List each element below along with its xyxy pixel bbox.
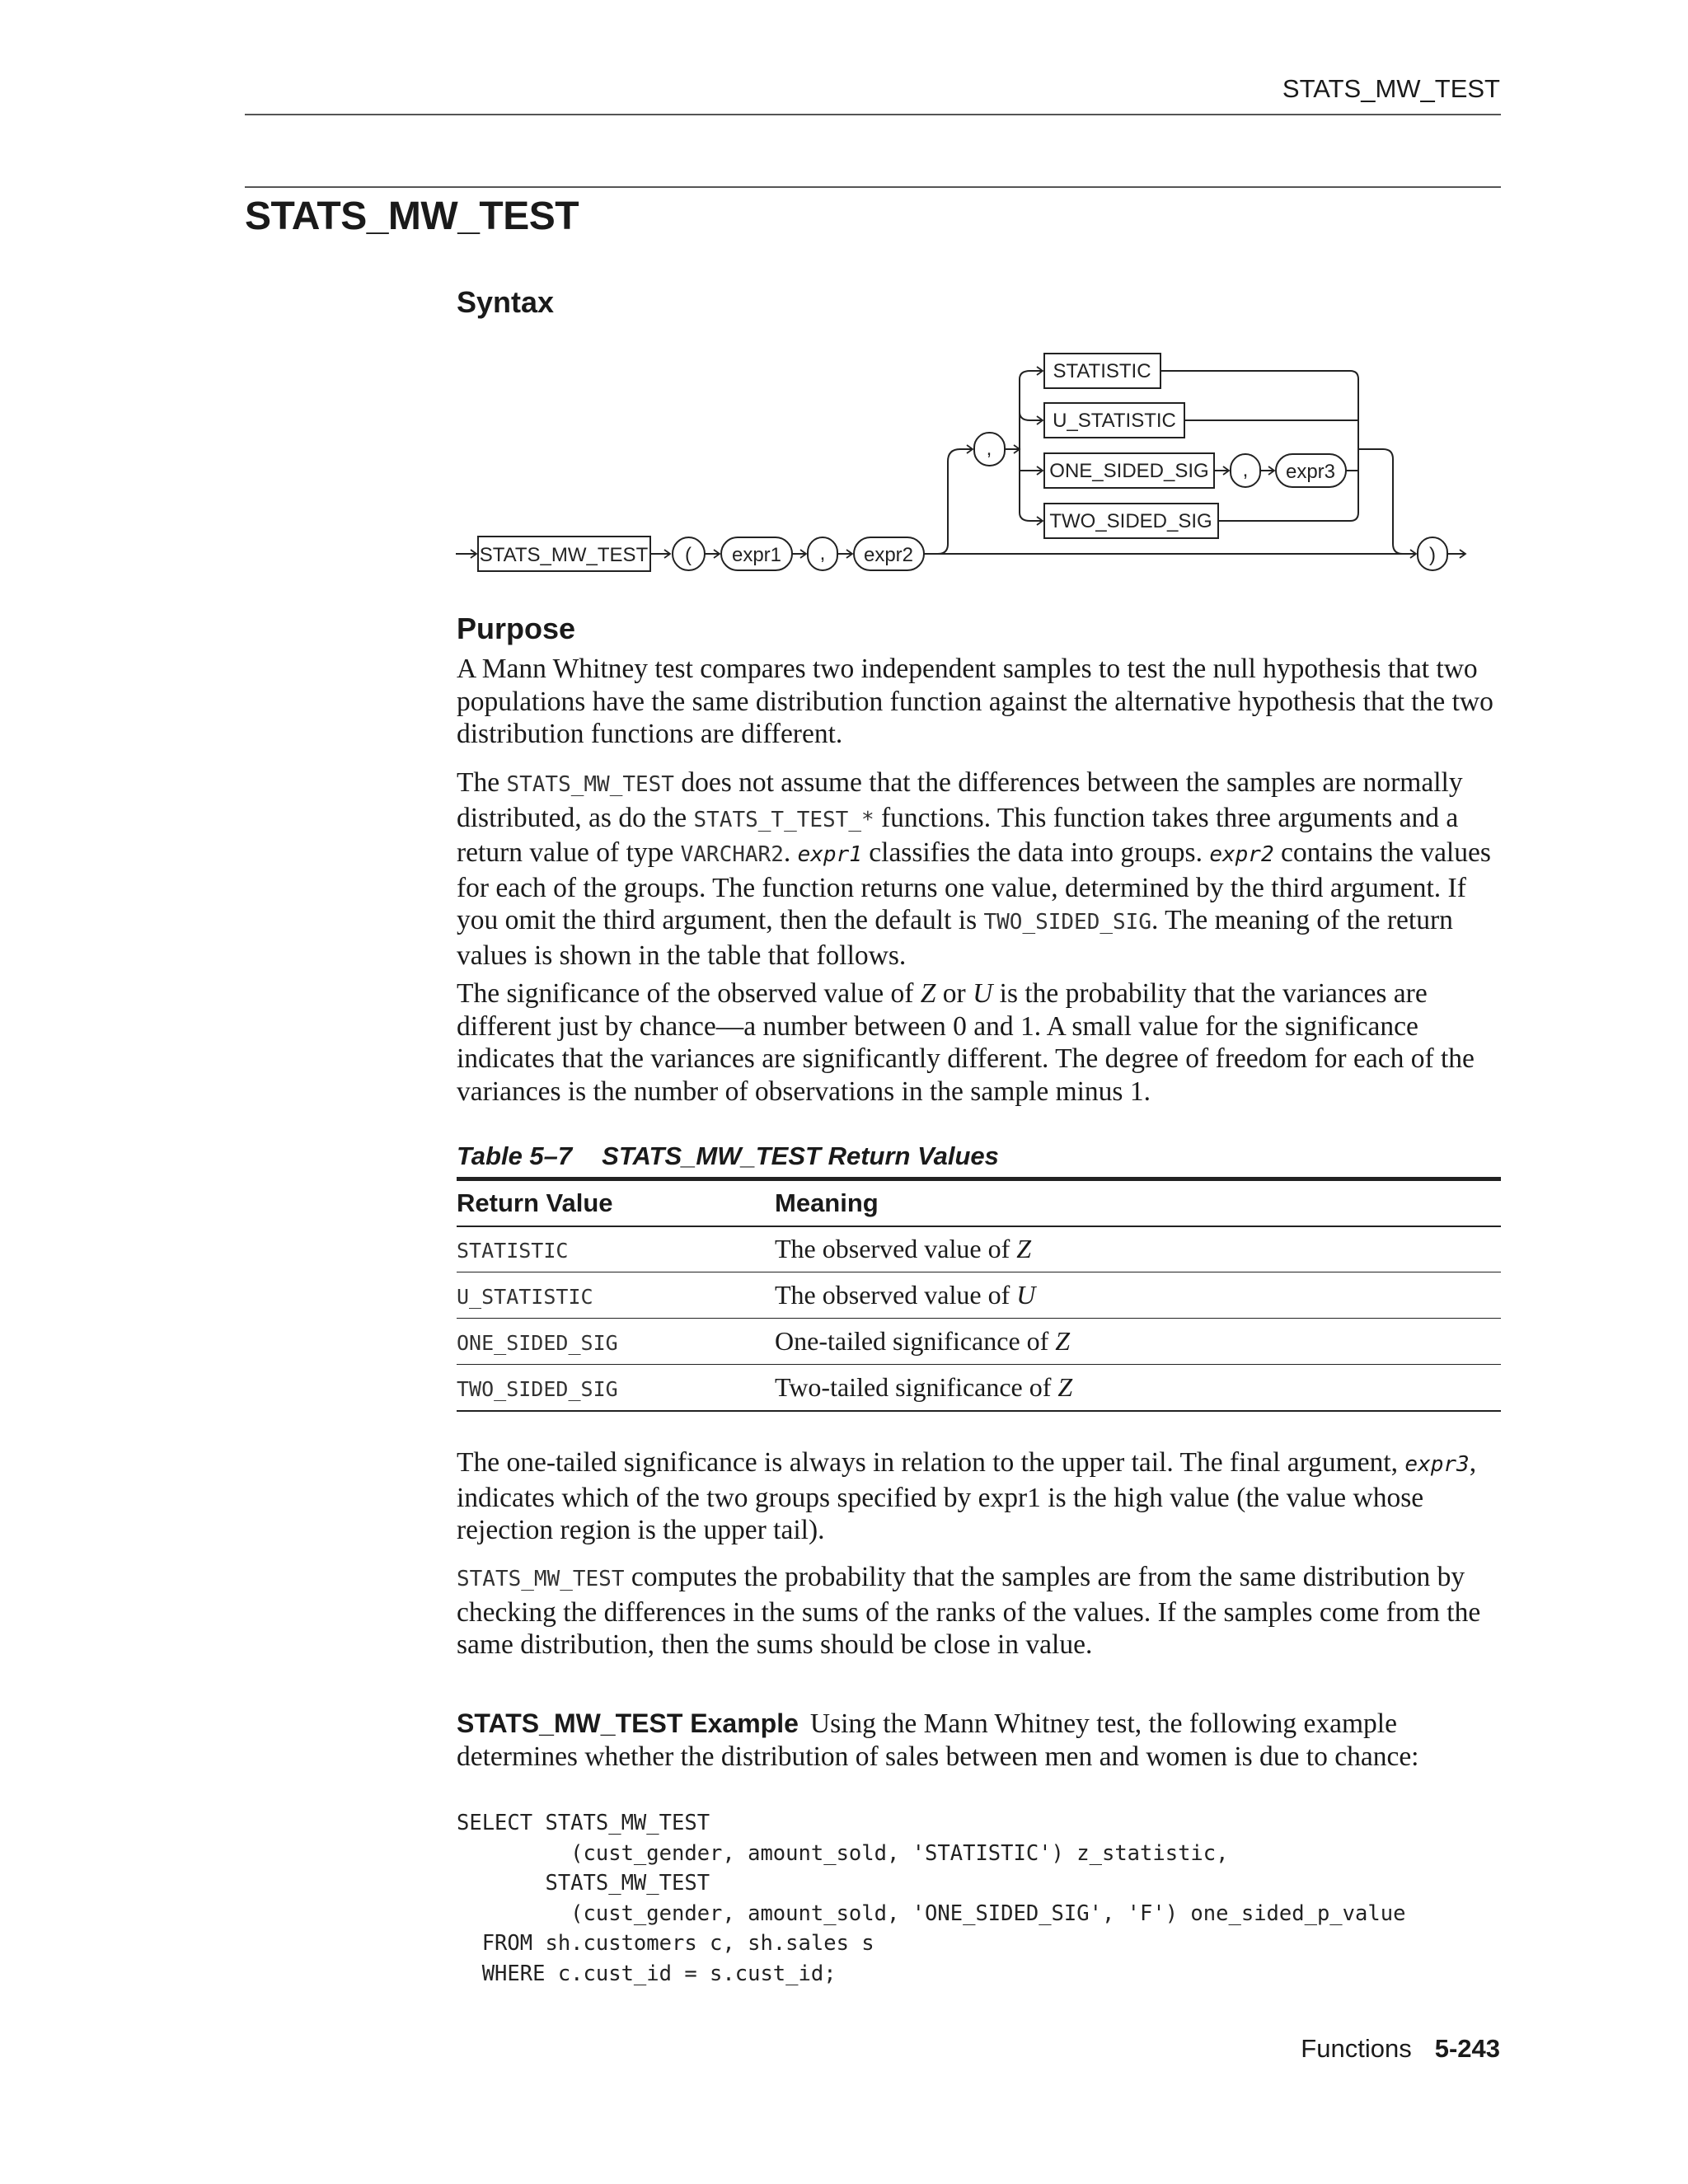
expr2-text: expr2 [863, 544, 914, 566]
page-number: 5-243 [1434, 2034, 1500, 2063]
table-row-meaning: Two-tailed significance of Z [775, 1372, 1073, 1402]
example-paragraph: STATS_MW_TEST Example Using the Mann Whitney test, the following example determines whether the distribution of sales between men and women is due to chance: [457, 1708, 1419, 1772]
table-row-value: STATISTIC [457, 1239, 569, 1263]
table-top-rule [457, 1177, 1501, 1181]
table-row-meaning: The observed value of U [775, 1280, 1036, 1310]
close-paren-text: ) [1429, 544, 1436, 566]
open-paren-text: ( [685, 544, 692, 566]
table-row-value: U_STATISTIC [457, 1285, 593, 1309]
comma3-text: , [1242, 459, 1249, 481]
keyword-text: STATS_MW_TEST [479, 544, 649, 566]
option-two-sided-sig-text: TWO_SIDED_SIG [1049, 510, 1212, 532]
table-row-divider [457, 1318, 1501, 1319]
table-bottom-rule [457, 1410, 1501, 1412]
syntax-heading: Syntax [457, 285, 555, 319]
paragraph-computes: STATS_MW_TEST computes the probability that the samples are from the same distribution by checking the differences in the sums of the ranks of the values. If the samples come from the same distribution, then the sums should be close in value. [457, 1562, 1481, 1660]
code-example: SELECT STATS_MW_TEST (cust_gender, amount_sold, 'STATISTIC') z_statistic, STATS_MW_TEST (cust_gender, amount_sold, 'ONE_SIDED_SIG', 'F') one_sided_p_value FROM sh.customers c, sh.sales s WHERE c.cust_id = s.cust_id; [457, 1811, 1406, 1986]
table-row-divider [457, 1364, 1501, 1365]
table-header-meaning: Meaning [775, 1188, 879, 1217]
option-u-statistic-text: U_STATISTIC [1053, 410, 1176, 432]
comma2-text: , [986, 438, 992, 460]
footer-section: Functions [1301, 2034, 1412, 2063]
table-caption: Table 5–7 STATS_MW_TEST Return Values [457, 1141, 999, 1170]
table-row-meaning: One-tailed significance of Z [775, 1326, 1071, 1356]
purpose-paragraph-1: A Mann Whitney test compares two independent samples to test the null hypothesis that two populations have the same distribution function against the alternative hypothesis that the two distribution functions are different. [457, 654, 1493, 749]
option-statistic-text: STATISTIC [1053, 360, 1151, 382]
purpose-paragraph-3: The significance of the observed value of Z or U is the probability that the variances are different just by chance—a number between 0 and 1. A small value for the significance indicates that the variances are significantly different. The degree of freedom for each of the variances is the number of observations in the sample minus 1. [457, 978, 1475, 1107]
expr3-text: expr3 [1285, 461, 1336, 483]
table-row-meaning: The observed value of Z [775, 1234, 1032, 1263]
header-rule [245, 114, 1501, 115]
table-header-return-value: Return Value [457, 1188, 613, 1217]
table-row-value: TWO_SIDED_SIG [457, 1377, 618, 1401]
table-row-value: ONE_SIDED_SIG [457, 1331, 618, 1355]
syntax-diagram [445, 346, 1484, 585]
example-heading: STATS_MW_TEST Example [457, 1708, 799, 1738]
purpose-heading: Purpose [457, 612, 576, 645]
title-rule [245, 186, 1501, 188]
comma1-text: , [819, 542, 826, 565]
running-header: STATS_MW_TEST [1282, 74, 1500, 103]
table-header-rule [457, 1226, 1501, 1227]
page-footer [1301, 2034, 1500, 2064]
expr1-text: expr1 [731, 544, 782, 566]
page-title: STATS_MW_TEST [245, 194, 579, 238]
option-one-sided-sig-text: ONE_SIDED_SIG [1049, 460, 1209, 482]
purpose-paragraph-2: The STATS_MW_TEST does not assume that the differences between the samples are normally distributed, as do the STATS_T_TEST_* functions. This function takes three arguments and a return value of type VARCHAR2. expr1 classifies the data into groups. expr2 contains the values for each of the groups. The function returns one value, determined by the third argument. If you omit the third argument, then the default is TWO_SIDED_SIG. The meaning of the return values is shown in the table that follows. [457, 767, 1491, 971]
paragraph-one-tailed: The one-tailed significance is always in relation to the upper tail. The final argument, expr3, indicates which of the two groups specified by expr1 is the high value (the value whose rejection region is the upper tail). [457, 1447, 1477, 1545]
